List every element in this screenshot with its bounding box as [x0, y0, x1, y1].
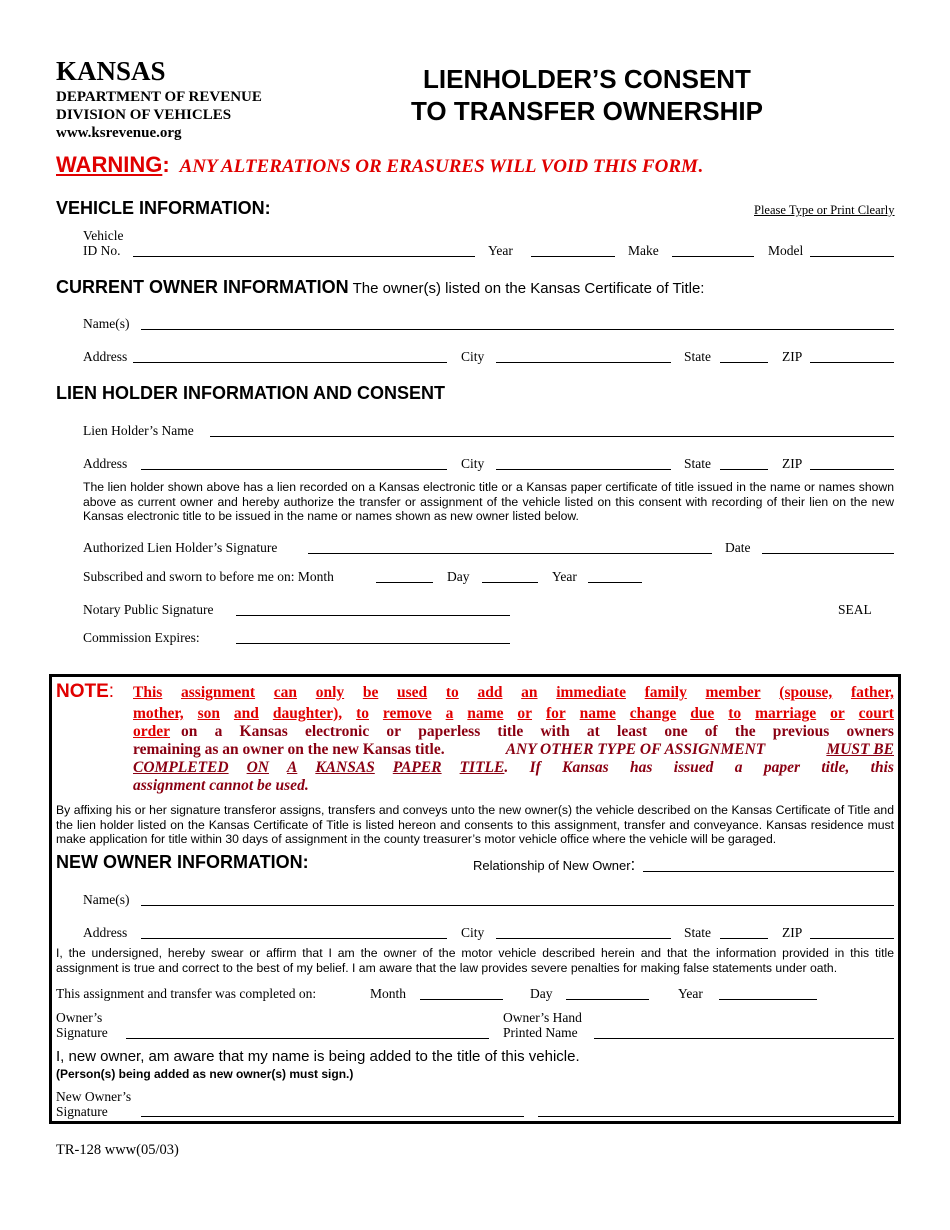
note-line-3: order on a Kansas electronic or paperless title with at least one of the previous owners: [133, 723, 894, 740]
note-word: or: [386, 723, 402, 740]
note-word: (spouse,: [779, 684, 833, 701]
note-word: least: [617, 723, 648, 740]
vin-label-top: Vehicle: [83, 228, 124, 243]
note-word: member: [705, 684, 761, 701]
note-word: at: [586, 723, 600, 740]
note-word: can: [273, 684, 298, 701]
note-word: owners: [846, 723, 894, 740]
note-word: to: [445, 684, 459, 701]
vehicle-section-heading: VEHICLE INFORMATION:: [56, 198, 271, 218]
note-word: used: [397, 684, 428, 701]
year-field[interactable]: [531, 256, 615, 257]
note-word: KANSAS: [315, 759, 375, 776]
note-word: be: [362, 684, 379, 701]
relationship-label: Relationship of New Owner:: [473, 855, 636, 874]
lien-state-field[interactable]: [720, 469, 768, 470]
seal-label: SEAL: [838, 602, 872, 617]
state-name: KANSAS: [56, 56, 166, 86]
note-word: A: [286, 759, 298, 776]
year-label: Year: [488, 243, 513, 258]
current-owner-names-label: Name(s): [83, 316, 130, 331]
lien-date-field[interactable]: [762, 553, 894, 554]
new-owner-signature-field-2[interactable]: [538, 1116, 894, 1117]
new-owner-state-field[interactable]: [720, 938, 768, 939]
note-word: add: [477, 684, 503, 701]
vin-label: ID No.: [83, 243, 121, 258]
note-word: to: [728, 705, 742, 722]
note-word: only: [315, 684, 345, 701]
current-owner-city-label: City: [461, 349, 485, 364]
sworn-year-label: Year: [552, 569, 577, 584]
note-word: If: [529, 759, 541, 776]
lien-date-label: Date: [725, 540, 751, 555]
lien-address-label: Address: [83, 456, 128, 471]
note-word: .: [504, 759, 509, 776]
warning-text: ANY ALTERATIONS OR ERASURES WILL VOID THIS FORM: [179, 156, 698, 177]
note-word: assignment: [181, 684, 256, 701]
completed-year-field[interactable]: [719, 999, 817, 1000]
new-owner-address-field[interactable]: [141, 938, 447, 939]
current-owner-address-label: Address: [83, 349, 128, 364]
current-owner-address-field[interactable]: [133, 362, 447, 363]
lien-zip-field[interactable]: [810, 469, 894, 470]
note-word: previous: [772, 723, 830, 740]
note-word: electronic: [304, 723, 370, 740]
note-word: or: [517, 705, 533, 722]
warning-banner: WARNING: ANY ALTERATIONS OR ERASURES WILL VOID THIS FORM.: [56, 152, 703, 177]
lien-consent-paragraph: The lien holder shown above has a lien recorded on a Kansas electronic title or a Kansas paper certificate of title issued in the name or names shown above as current owner and hereby authorize the transfer or assignment of the vehicle listed on this consent with recording of their lien on the new Kansas electronic title to be issued in the name or names shown as new owner listed below.: [83, 480, 894, 524]
owner-printed-name-field[interactable]: [594, 1038, 894, 1039]
note-line-5: [133, 759, 894, 777]
notary-signature-field[interactable]: [236, 615, 510, 616]
note-word: for: [545, 705, 566, 722]
note-line-1: [133, 684, 894, 702]
completed-on-label: This assignment and transfer was completed on:: [56, 986, 317, 1001]
note-label: NOTE:: [56, 681, 115, 702]
department-name: DEPARTMENT OF REVENUE: [56, 89, 262, 105]
new-owner-aware-statement: I, new owner, am aware that my name is being added to the title of this vehicle.: [56, 1048, 580, 1065]
warning-label: WARNING: [56, 152, 163, 177]
note-word: PAPER: [392, 759, 442, 776]
note-word: a: [445, 705, 454, 722]
new-owner-names-field[interactable]: [141, 905, 894, 906]
note-word: this: [870, 759, 894, 776]
note-word: COMPLETED: [133, 759, 229, 776]
must-sign-note: (Person(s) being added as new owner(s) must sign.): [56, 1067, 354, 1081]
sworn-month-label: Subscribed and sworn to before me on: Month: [83, 569, 334, 584]
note-word: or: [830, 705, 845, 722]
notary-signature-label: Notary Public Signature: [83, 602, 214, 617]
note-word: issued: [673, 759, 714, 776]
completed-month-field[interactable]: [420, 999, 503, 1000]
note-word: paperless: [418, 723, 481, 740]
note-word: title,: [821, 759, 850, 776]
note-line-6: assignment cannot be used.: [133, 777, 309, 794]
affix-paragraph: By affixing his or her signature transferor assigns, transfers and conveys unto the new owner(s) the vehicle described on the Kansas Certificate of Title and the lien holder listed on the Kansas Certificate of Title is listed hereon and consents to this assignment, transfer and conveyance. Kansas residence must make application for title within 30 days of assignment in the county treasurer’s motor vehicle office where the vehicle will be garaged.: [56, 803, 894, 847]
owner-printed-name-label-top: Owner’s Hand: [503, 1010, 582, 1025]
note-word: due: [690, 705, 715, 722]
lien-holder-heading: LIEN HOLDER INFORMATION AND CONSENT: [56, 383, 445, 403]
note-word: remove: [382, 705, 432, 722]
note-word: court: [858, 705, 894, 722]
lien-signature-label: Authorized Lien Holder’s Signature: [83, 540, 278, 555]
current-owner-names-field[interactable]: [141, 329, 894, 330]
note-line-4: remaining as an owner on the new Kansas title. ANY OTHER TYPE OF ASSIGNMENT MUST BE: [133, 741, 894, 758]
note-word: Kansas: [562, 759, 609, 776]
new-owner-address-label: Address: [83, 925, 128, 940]
new-owner-heading: NEW OWNER INFORMATION:: [56, 852, 309, 872]
note-word: to: [356, 705, 369, 722]
sworn-day-field[interactable]: [482, 582, 538, 583]
note-word: daughter),: [272, 705, 343, 722]
note-word: a: [734, 759, 743, 776]
note-word: on: [181, 723, 198, 740]
note-word: family: [644, 684, 687, 701]
form-id: TR-128 www(05/03): [56, 1142, 179, 1158]
note-word: one: [664, 723, 688, 740]
note-word: an: [521, 684, 538, 701]
owner-printed-name-label: Printed Name: [503, 1025, 578, 1040]
sworn-day-label: Day: [447, 569, 470, 584]
new-owner-city-field[interactable]: [496, 938, 671, 939]
division-name: DIVISION OF VEHICLES: [56, 107, 232, 123]
completed-year-label: Year: [678, 986, 703, 1001]
note-line-2: [133, 705, 894, 723]
current-owner-state-label: State: [684, 349, 711, 364]
note-word: This: [133, 684, 163, 701]
note-word: name: [467, 705, 504, 722]
sworn-year-field[interactable]: [588, 582, 642, 583]
note-word: marriage: [755, 705, 817, 722]
current-owner-zip-label: ZIP: [782, 349, 803, 364]
completed-month-label: Month: [370, 986, 407, 1001]
lien-zip-label: ZIP: [782, 456, 803, 471]
note-word: mother,: [133, 705, 184, 722]
form-title-line1: LIENHOLDER’S CONSENT: [423, 64, 751, 94]
new-owner-signature-label-top: New Owner’s: [56, 1089, 132, 1104]
new-owner-names-label: Name(s): [83, 892, 130, 907]
new-owner-zip-label: ZIP: [782, 925, 803, 940]
lien-address-field[interactable]: [141, 469, 447, 470]
owner-signature-label-top: Owner’s: [56, 1010, 103, 1025]
current-owner-zip-field[interactable]: [810, 362, 894, 363]
note-word: a: [214, 723, 223, 740]
note-word: has: [630, 759, 653, 776]
current-owner-subheading: The owner(s) listed on the Kansas Certificate of Title:: [352, 280, 705, 297]
note-word: change: [629, 705, 677, 722]
current-owner-state-field[interactable]: [720, 362, 768, 363]
new-owner-state-label: State: [684, 925, 711, 940]
current-owner-city-field[interactable]: [496, 362, 671, 363]
lien-signature-field[interactable]: [308, 553, 712, 554]
make-field[interactable]: [672, 256, 754, 257]
note-word: of: [704, 723, 718, 740]
vin-field[interactable]: [133, 256, 475, 257]
note-word: TITLE: [459, 759, 505, 776]
print-clearly-note: Please Type or Print Clearly: [754, 203, 895, 217]
completed-day-label: Day: [530, 986, 553, 1001]
model-field[interactable]: [810, 256, 894, 257]
affirm-paragraph: I, the undersigned, hereby swear or affirm that I am the owner of the motor vehicle described herein and that the information provided in this title assignment is true and correct to the best of my belief. I am aware that the law provides severe penalties for making false statements under oath.: [56, 946, 894, 975]
owner-signature-label: Signature: [56, 1025, 108, 1040]
note-word: title: [497, 723, 524, 740]
sworn-month-field[interactable]: [376, 582, 433, 583]
new-owner-signature-label: Signature: [56, 1104, 108, 1119]
website: www.ksrevenue.org: [56, 125, 182, 141]
commission-expires-label: Commission Expires:: [83, 630, 200, 645]
note-word: Kansas: [239, 723, 288, 740]
lien-holder-name-label: Lien Holder’s Name: [83, 423, 194, 438]
note-word: paper: [763, 759, 800, 776]
note-word: immediate: [556, 684, 626, 701]
owner-signature-field[interactable]: [126, 1038, 489, 1039]
lien-holder-name-field[interactable]: [210, 436, 894, 437]
note-word: son: [197, 705, 220, 722]
note-word: ON: [246, 759, 269, 776]
relationship-field[interactable]: [643, 871, 894, 872]
make-label: Make: [628, 243, 659, 258]
model-label: Model: [768, 243, 804, 258]
new-owner-city-label: City: [461, 925, 485, 940]
new-owner-zip-field[interactable]: [810, 938, 894, 939]
note-word: with: [540, 723, 570, 740]
commission-expires-field[interactable]: [236, 643, 510, 644]
lien-state-label: State: [684, 456, 711, 471]
note-word: father,: [850, 684, 894, 701]
completed-day-field[interactable]: [566, 999, 649, 1000]
lien-city-label: City: [461, 456, 485, 471]
note-word: name: [579, 705, 616, 722]
lien-city-field[interactable]: [496, 469, 671, 470]
note-word: and: [233, 705, 259, 722]
current-owner-heading: CURRENT OWNER INFORMATION The owner(s) listed on the Kansas Certificate of Title:: [56, 277, 705, 297]
form-title-line2: TO TRANSFER OWNERSHIP: [411, 96, 763, 126]
note-word: the: [734, 723, 756, 740]
new-owner-signature-field-1[interactable]: [141, 1116, 524, 1117]
